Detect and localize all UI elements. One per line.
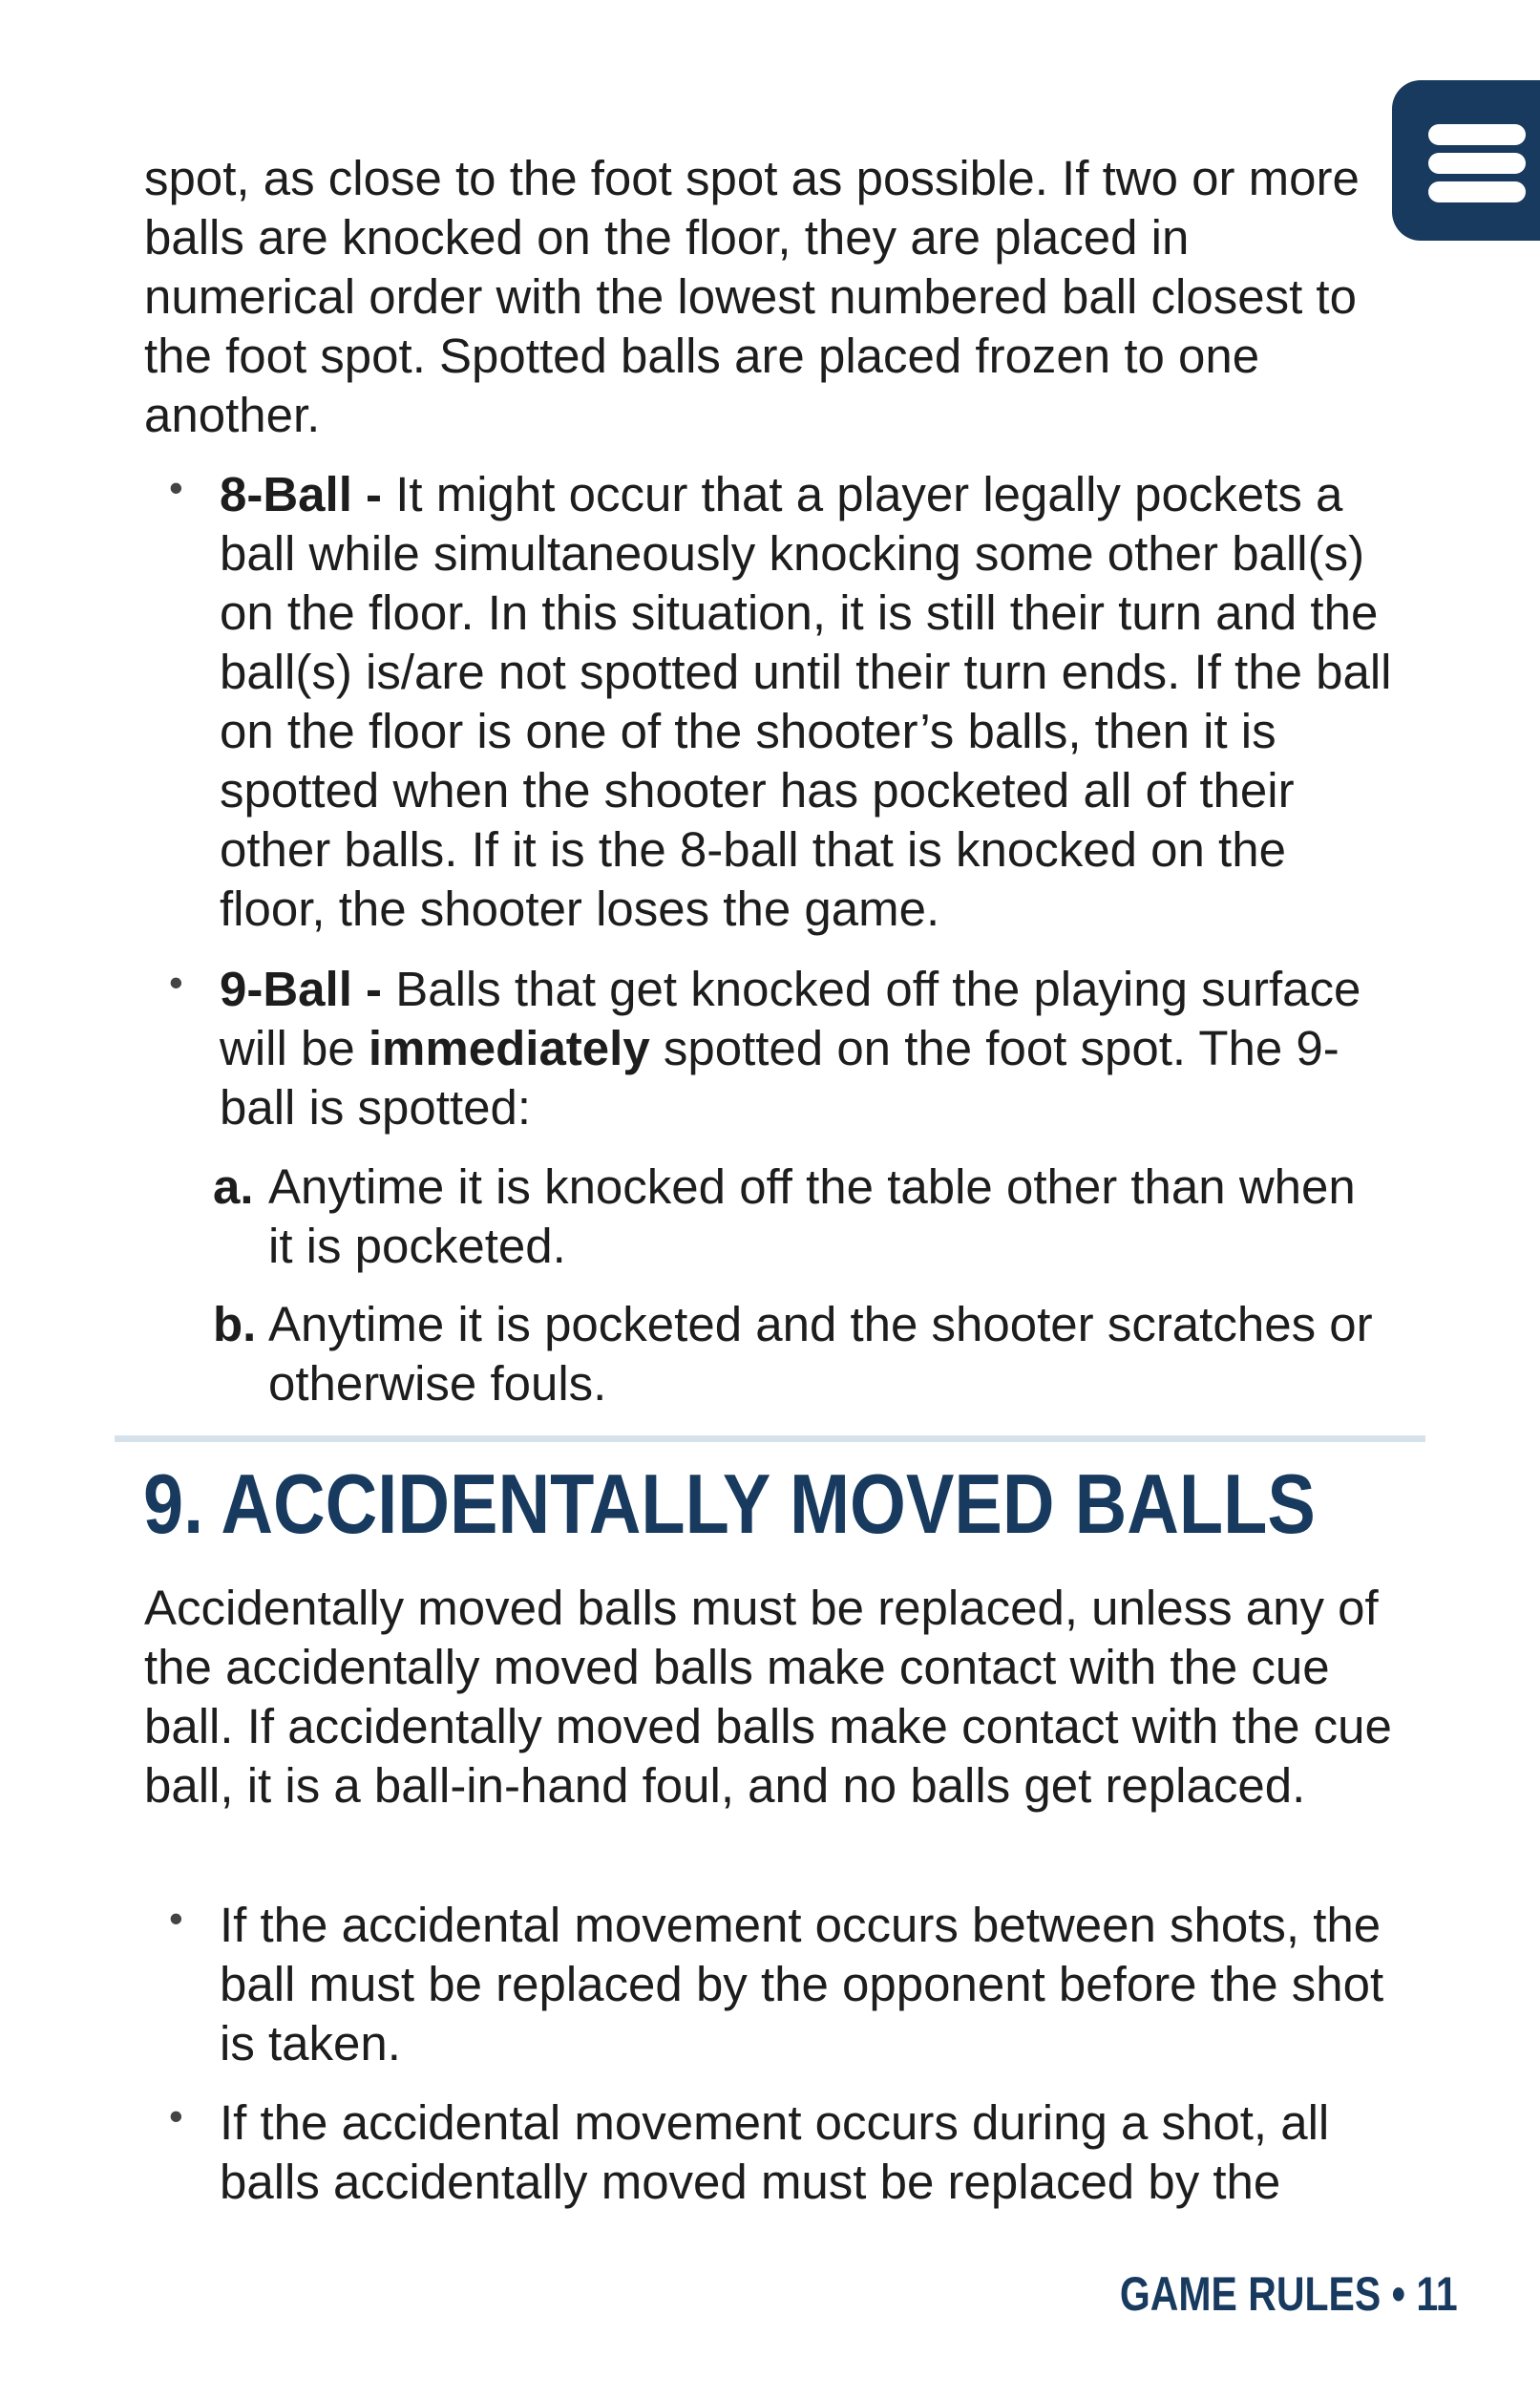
sub-item-text: Anytime it is knocked off the table other than when it is pocketed. [268, 1159, 1356, 1273]
hamburger-menu-button[interactable] [1392, 80, 1540, 241]
rule-text-9-ball-part1: Balls that get knocked off the playing surface will be [220, 962, 1361, 1075]
list-item-text: If the accidental movement occurs between shots, the ball must be replaced by the opponent before the shot is taken. [220, 1898, 1384, 2071]
bullet-dot: • [169, 1896, 183, 1941]
list-item-9-ball [169, 960, 1403, 1137]
list-item-8-ball [169, 465, 1403, 939]
rule-label-9-ball: 9-Ball - [220, 962, 383, 1016]
list-item-text [220, 960, 1403, 1137]
rule-text-9-ball-part2: spotted on the foot spot. The 9-ball is spotted: [220, 1021, 1340, 1135]
emphasis-immediately: immediately [368, 1021, 650, 1075]
section-paragraph: Accidentally moved balls must be replaced, unless any of the accidentally moved balls make contact with the cue ball. If accidentally moved balls make contact with the cue ball, it is a ball-in-hand foul, and no balls get replaced. [144, 1581, 1392, 1813]
sub-item-letter: a. [213, 1159, 254, 1214]
list-item-between-shots [169, 1896, 1403, 2073]
bullet-dot: • [169, 2093, 183, 2138]
bullet-dot: • [169, 465, 183, 510]
section-heading: 9. ACCIDENTALLY MOVED BALLS [143, 1456, 1316, 1551]
rule-label-8-ball: 8-Ball - [220, 467, 383, 521]
sub-item-a [213, 1158, 1376, 1276]
intro-paragraph: spot, as close to the foot spot as possible. If two or more balls are knocked on the floor, they are placed in numerical order with the lowest numbered ball closest to the foot spot. Spotted balls are placed frozen to one another. [144, 151, 1360, 442]
list-item-text [220, 465, 1403, 939]
sub-item-text: Anytime it is pocketed and the shooter scratches or otherwise fouls. [268, 1297, 1373, 1411]
bullet-dot: • [169, 960, 183, 1005]
list-item-text: If the accidental movement occurs during a shot, all balls accidentally moved must be replaced by the [220, 2095, 1330, 2209]
list-item-during-shot [169, 2093, 1403, 2212]
sub-item-b [213, 1295, 1376, 1413]
section-divider [115, 1435, 1425, 1442]
sub-item-letter: b. [213, 1297, 257, 1351]
rule-text-8-ball: It might occur that a player legally pockets a ball while simultaneously knocking some other ball(s) on the floor. In this situation, it is still their turn and the ball(s) is/are not spotted until their turn ends. If the ball on the floor is one of the shooter’s balls, then it is spotted when the shooter has pocketed all of their other balls. If it is the 8-ball that is knocked on the floor, the shooter loses the game. [220, 467, 1392, 936]
page-footer: GAME RULES • 11 [1119, 2267, 1458, 2321]
